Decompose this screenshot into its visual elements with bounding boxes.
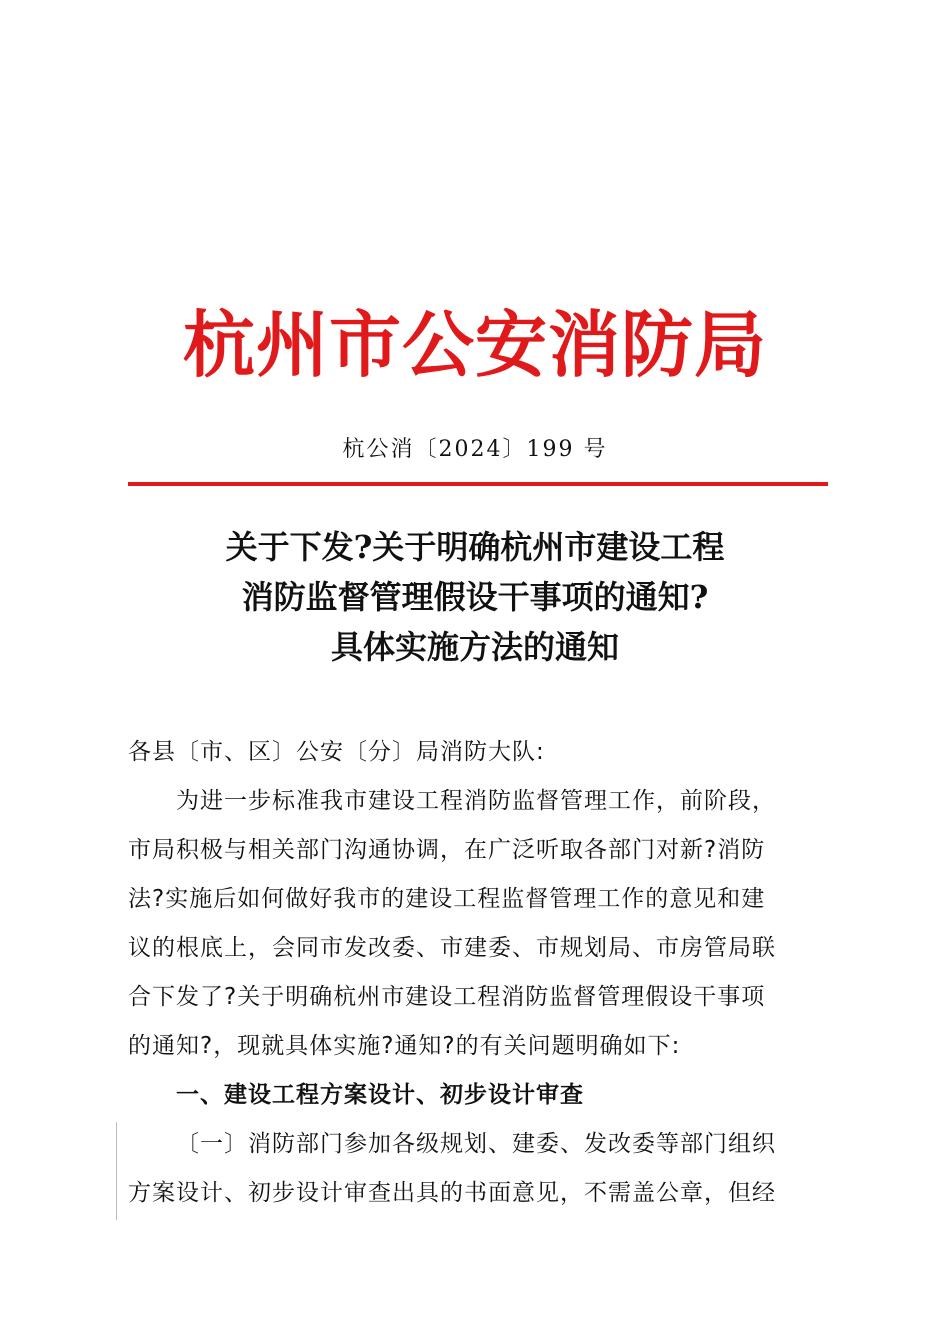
- paragraph-line: 方案设计、初步设计审查出具的书面意见，不需盖公章，但经: [128, 1180, 776, 1206]
- paragraph-line: 的通知?，现就具体实施?通知?的有关问题明确如下:: [128, 1033, 681, 1059]
- paragraph-line: 议的根底上，会同市发改委、市建委、市规划局、市房管局联: [128, 935, 776, 961]
- paragraph-line: 为进一步标准我市建设工程消防监督管理工作，前阶段，: [176, 788, 776, 814]
- issuing-organization-header: 杭州市公安消防局: [182, 302, 767, 387]
- document-number: 杭公消〔2024〕199 号: [342, 437, 608, 462]
- title-line: 消防监督管理假设干事项的通知?: [241, 578, 709, 616]
- paragraph-line: 法?实施后如何做好我市的建设工程监督管理工作的意见和建: [128, 886, 766, 912]
- paragraph-line: 市局积极与相关部门沟通协调，在广泛听取各部门对新?消防: [128, 837, 766, 863]
- title-line: 关于下发?关于明确杭州市建设工程: [225, 528, 725, 566]
- margin-rule: [116, 1122, 117, 1220]
- paragraph-line: 〔一〕消防部门参加各级规划、建委、发改委等部门组织: [176, 1131, 776, 1157]
- body-paragraph: [128, 1120, 828, 1218]
- red-divider-line: [128, 482, 828, 486]
- paragraph-line: 合下发了?关于明确杭州市建设工程消防监督管理假设干事项: [128, 984, 766, 1010]
- title-line: 具体实施方法的通知: [330, 628, 619, 666]
- document-title: [0, 522, 950, 672]
- section-heading: 一、建设工程方案设计、初步设计审查: [176, 1082, 584, 1108]
- body-paragraph: [128, 777, 828, 1071]
- addressee-line: 各县〔市、区〕公安〔分〕局消防大队:: [128, 739, 545, 765]
